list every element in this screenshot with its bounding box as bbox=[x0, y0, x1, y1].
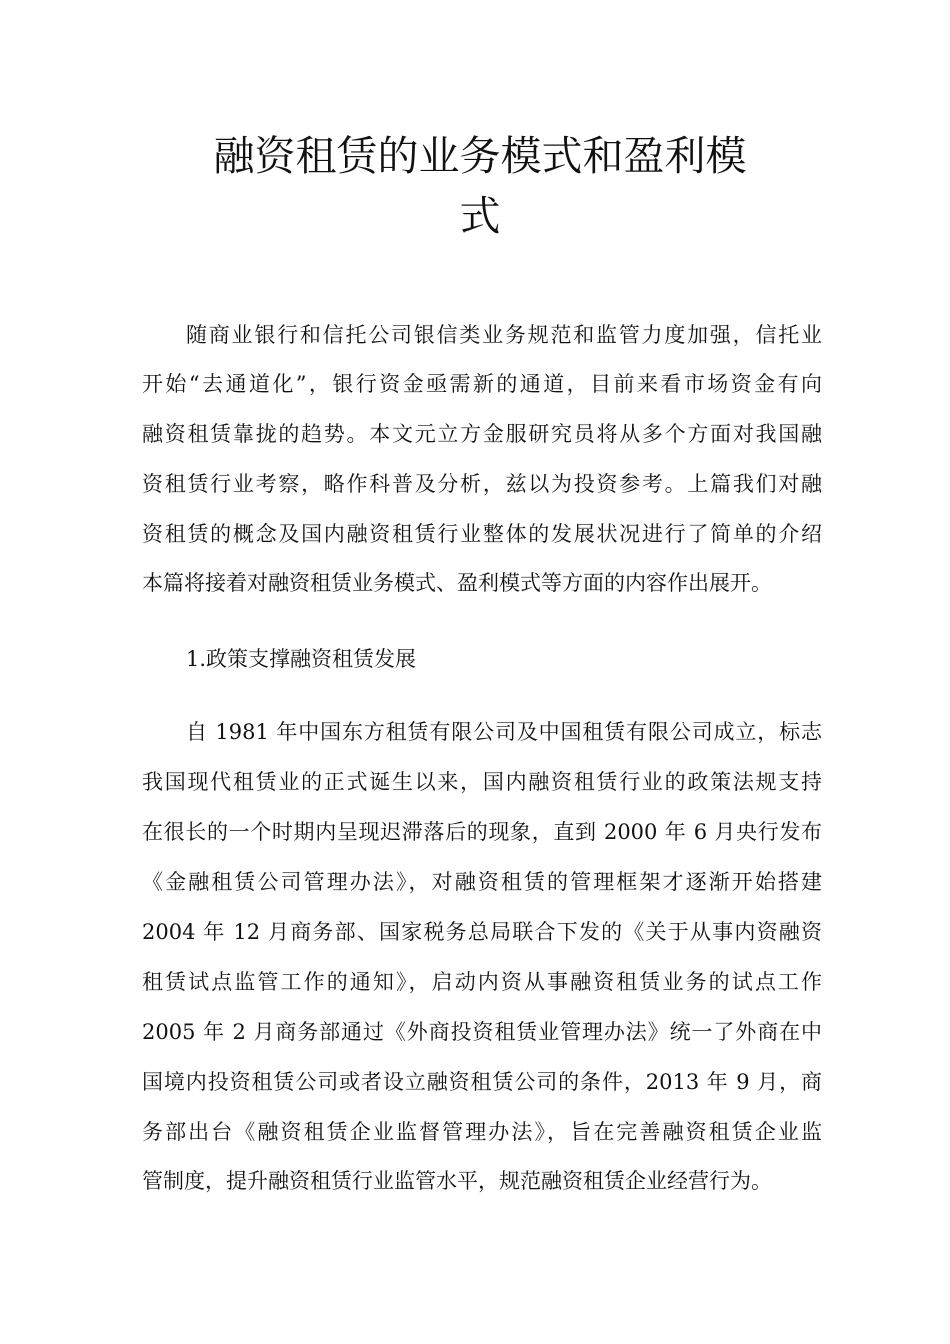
paragraph-line: 开始“去通道化”，银行资金亟需新的通道，目前来看市场资金有向 bbox=[142, 372, 822, 396]
paragraph-line: 在很长的一个时期内呈现迟滞落后的现象，直到 2000 年 6 月央行发布 bbox=[142, 820, 822, 844]
paragraph-line: 资租赁行业考察，略作科普及分析，兹以为投资参考。上篇我们对融 bbox=[142, 472, 822, 496]
paragraph-line: 管制度，提升融资租赁行业监管水平，规范融资租赁企业经营行为。 bbox=[142, 1169, 772, 1193]
paragraph-line: 务部出台《融资租赁企业监督管理办法》，旨在完善融资租赁企业监 bbox=[142, 1120, 822, 1144]
paragraph-line: 自 1981 年中国东方租赁有限公司及中国租赁有限公司成立，标志 bbox=[186, 720, 822, 744]
section-heading: 1.政策支撑融资租赁发展 bbox=[186, 647, 417, 671]
paragraph-line: 2005 年 2 月商务部通过《外商投资租赁业管理办法》统一了外商在中 bbox=[142, 1020, 822, 1044]
paragraph-line: 融资租赁靠拢的趋势。本文元立方金服研究员将从多个方面对我国融 bbox=[142, 422, 822, 446]
paragraph-line: 《金融租赁公司管理办法》，对融资租赁的管理框架才逐渐开始搭建 bbox=[142, 870, 822, 894]
paragraph-line: 2004 年 12 月商务部、国家税务总局联合下发的《关于从事内资融资 bbox=[142, 920, 822, 944]
paragraph-line: 国境内投资租赁公司或者设立融资租赁公司的条件，2013 年 9 月，商 bbox=[142, 1070, 822, 1094]
paragraph-line: 租赁试点监管工作的通知》，启动内资从事融资租赁业务的试点工作 bbox=[142, 970, 822, 994]
paragraph-line: 本篇将接着对融资租赁业务模式、盈利模式等方面的内容作出展开。 bbox=[142, 571, 772, 595]
paragraph-line: 我国现代租赁业的正式诞生以来，国内融资租赁行业的政策法规支持 bbox=[142, 770, 822, 794]
paragraph-line: 随商业银行和信托公司银信类业务规范和监管力度加强，信托业 bbox=[186, 323, 822, 347]
paragraph-line: 资租赁的概念及国内融资租赁行业整体的发展状况进行了简单的介绍 bbox=[142, 522, 822, 546]
document-title-line-2: 式 bbox=[459, 192, 501, 240]
document-title-line-1: 融资租赁的业务模式和盈利模 bbox=[213, 132, 747, 180]
